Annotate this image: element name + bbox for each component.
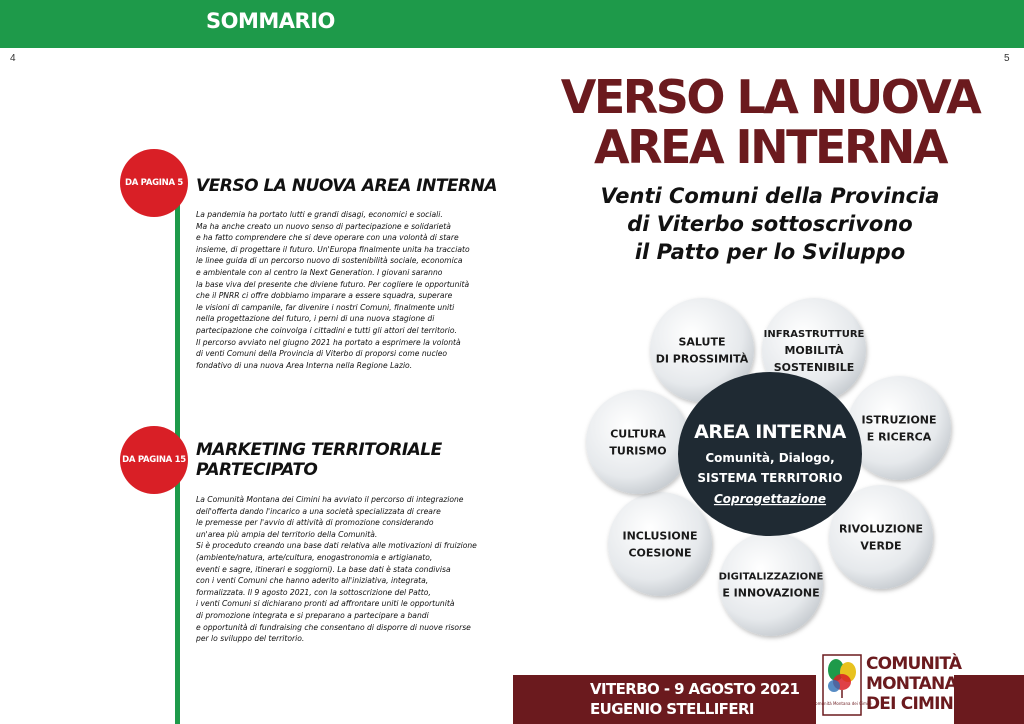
body-line: nella progettazione del futuro, i perni di una nuova stagione di (196, 314, 435, 324)
body-line: (ambiente/natura, arte/cultura, enogastronomia e artigianato, (196, 552, 433, 562)
body-line: per lo sviluppo del territorio. (196, 634, 305, 644)
body-line: di venti Comuni della Provincia di Viterbo di proporsi come nucleo (196, 349, 448, 359)
petal-label: TURISMO (609, 444, 667, 458)
leaf-emblem-icon (812, 654, 872, 716)
cover-title-line: VERSO LA NUOVA (560, 70, 980, 124)
petal-label: INFRASTRUTTURE (763, 329, 865, 340)
body-line: le visioni di campanile, far divenire i nostri Comuni, finalmente uniti (196, 302, 455, 312)
hub-title: AREA INTERNA (694, 421, 846, 443)
page-number-right: 5 (1004, 53, 1010, 64)
area-interna-diagram (580, 292, 960, 622)
body-line: la base viva del presente che diviene futuro. Per cogliere le opportunità (196, 279, 470, 289)
body-line: un'area più ampia del territorio della Comunità. (196, 529, 378, 539)
body-line: e opportunità di fundraising che consentano di disporre di nuove risorse (196, 622, 471, 632)
section-title-2 (196, 440, 442, 480)
section-badge-1: DA PAGINA 5 (120, 149, 188, 217)
footer-line: EUGENIO STELLIFERI (590, 700, 754, 718)
petal-label: E RICERCA (866, 430, 932, 444)
section-title-line: MARKETING TERRITORIALE (196, 440, 442, 460)
section-title-1 (196, 176, 497, 196)
body-line: che il PNRR ci offre dobbiamo imparare a essere squadra, superare (196, 291, 453, 301)
petal-label: DI PROSSIMITÀ (655, 352, 749, 366)
logo-line: DEI CIMINI (866, 694, 959, 714)
header-bar (0, 0, 1024, 48)
petal-label: CULTURA (610, 427, 666, 441)
petal-digitalizzazione (719, 532, 824, 636)
petal-label: SOSTENIBILE (773, 361, 855, 374)
petal-cultura (586, 390, 690, 494)
petal-label: COESIONE (628, 546, 692, 560)
cover-subtitle-line: di Viterbo sottoscrivono (627, 212, 913, 236)
logo-line: MONTANA (866, 674, 957, 694)
body-line: Il percorso avviato nel giugno 2021 ha portato a esprimere la volontà (196, 337, 461, 347)
section-title-line: PARTECIPATO (196, 460, 318, 480)
footer-text (590, 679, 799, 719)
hub-line3: Coprogettazione (713, 492, 827, 506)
body-line: eventi e sagre, itinerari e soggiorni). La base dati è stata condivisa (196, 564, 451, 574)
emblem-text: Comunità Montana dei Cimini (812, 701, 872, 706)
body-line: dell'offerta dando l'incarico a una società specializzata di creare (196, 506, 441, 516)
body-line: di promozione integrata e si preparano a partecipare a bandi (196, 610, 429, 620)
cover-title (560, 72, 980, 172)
petal-circle (586, 390, 690, 494)
body-line: i venti Comuni si dichiarano pronti ad affrontare uniti le opportunità (196, 599, 455, 609)
page-number-left: 4 (10, 53, 16, 64)
section-body-2 (196, 494, 506, 645)
body-line: partecipazione che coinvolga i cittadini e tutti gli attori del territorio. (196, 325, 457, 335)
logo-line: COMUNITÀ (866, 654, 962, 674)
petal-label: VERDE (860, 539, 902, 553)
body-line: La pandemia ha portato lutti e grandi disagi, economici e sociali. (196, 210, 443, 219)
hub-line2: SISTEMA TERRITORIO (697, 471, 843, 485)
petal-label: SALUTE (678, 335, 726, 349)
body-line: fondativo di una nuova Area Interna nella Regione Lazio. (196, 360, 413, 370)
section-badge-2: DA PAGINA 15 (120, 426, 188, 494)
section-body-1 (196, 209, 506, 371)
cover-subtitle-line: il Patto per lo Sviluppo (634, 240, 906, 264)
body-line: con i venti Comuni che hanno aderito all'iniziativa, integrata, (196, 576, 429, 586)
petal-label: INCLUSIONE (622, 529, 698, 543)
body-line: formalizzata. Il 9 agosto 2021, con la sottoscrizione del Patto, (196, 587, 431, 597)
cover-title-line: AREA INTERNA (594, 120, 946, 174)
header-title: SOMMARIO (206, 9, 335, 33)
body-line: Si è proceduto creando una base dati relativa alle motivazioni di fruizione (196, 541, 477, 551)
footer-line: VITERBO - 9 AGOSTO 2021 (590, 680, 800, 698)
petal-istruzione (847, 376, 951, 480)
body-line: e ha fatto comprendere che si deve operare con una volontà di stare (196, 233, 459, 243)
petal-circle (608, 492, 712, 596)
petal-label: E INNOVAZIONE (722, 586, 820, 600)
logo-text (866, 654, 961, 714)
hub-line1: Comunità, Dialogo, (705, 451, 835, 465)
body-line: La Comunità Montana dei Cimini ha avviato il percorso di integrazione (196, 495, 464, 504)
body-line: Ma ha anche creato un nuovo senso di partecipazione e solidarietà (196, 221, 451, 231)
body-line: insieme, di progettare il futuro. Un'Europa finalmente unita ha tracciato (196, 244, 470, 254)
cover-subtitle (560, 182, 980, 266)
body-line: e ambientale con al centro la Next Generation. I giovani saranno (196, 267, 443, 277)
petal-label: MOBILITÀ (784, 344, 844, 357)
body-line: le premesse per l'avvio di attività di promozione considerando (196, 518, 434, 528)
petal-circle (847, 376, 951, 480)
cover-subtitle-line: Venti Comuni della Provincia (600, 184, 940, 208)
petal-label: DIGITALIZZAZIONE (718, 571, 824, 583)
petal-label: ISTRUZIONE (861, 413, 937, 427)
body-line: le linee guida di un percorso nuovo di sostenibilità sociale, economica (196, 256, 463, 266)
petal-label: RIVOLUZIONE (839, 522, 923, 536)
section-title-line: VERSO LA NUOVA AREA INTERNA (196, 176, 498, 196)
petal-circle (719, 532, 823, 636)
petal-inclusione (608, 492, 712, 596)
